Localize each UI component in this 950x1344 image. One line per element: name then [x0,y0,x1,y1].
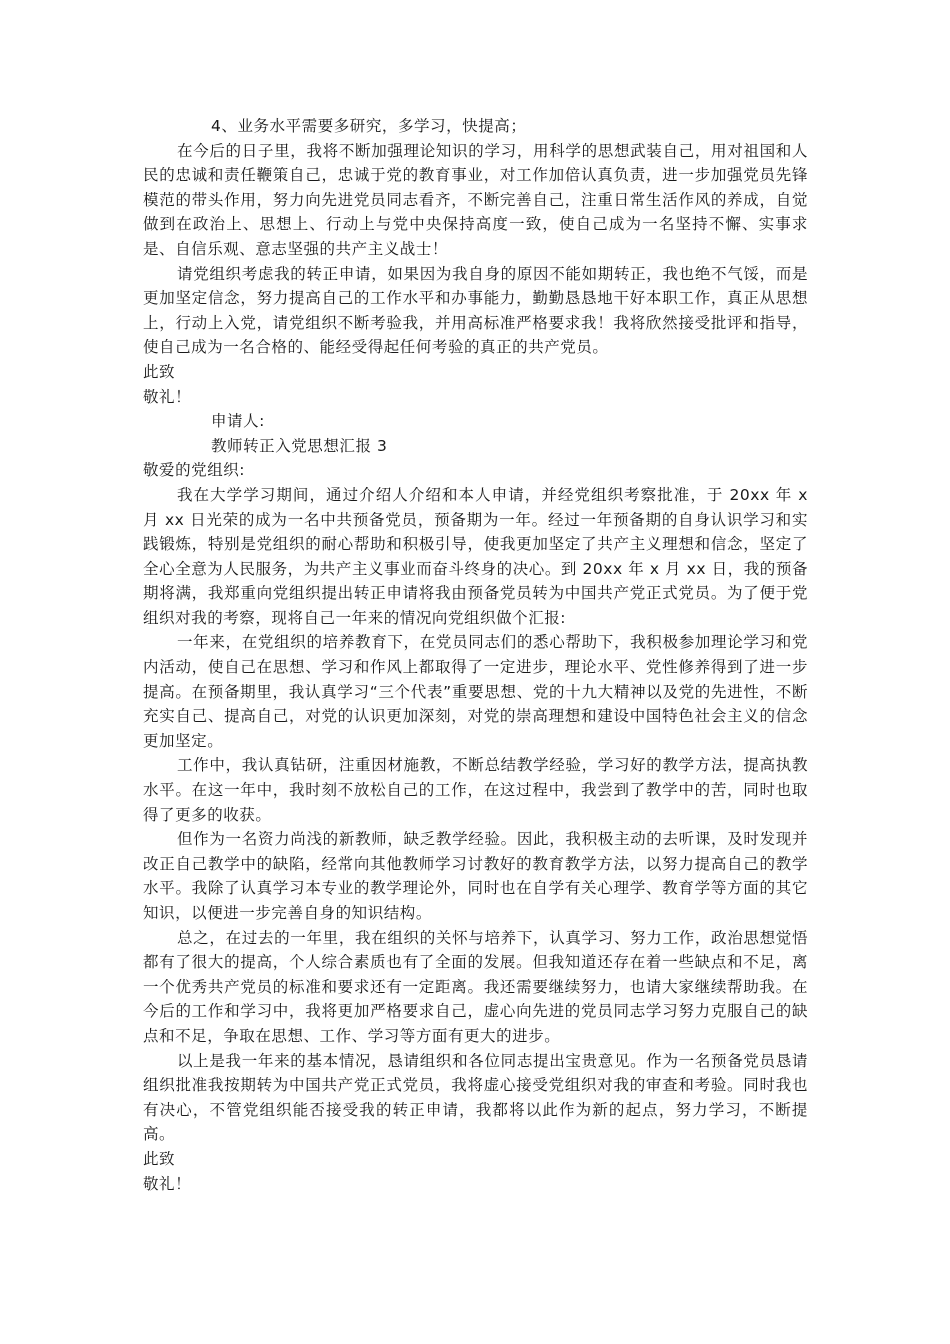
list-item-4: 4、业务水平需要多研究，多学习，快提高； [211,117,527,135]
paragraph-future-plans: 在今后的日子里，我将不断加强理论知识的学习，用科学的思想武装自己，用对祖国和人民的忠诚和责任鞭策自己，忠诚于党的教育事业，对工作加倍认真负责，进一步加强党员先锋模范的带头作用，努力向先进党员同志看齐，不断完善自己，注重日常生活作风的养成，自觉做到在政治上、思想上、行动上与党中央保持高度一致，使自己成为一名坚持不懈、实事求是、自信乐观、意志坚强的共产主义战士！ [143,141,808,258]
paragraph-request: 请党组织考虑我的转正申请，如果因为我自身的原因不能如期转正，我也绝不气馁，而是更加坚定信念，努力提高自己的工作水平和办事能力，勤勤恳恳地干好本职工作，真正从思想上，行动上入党，请党组织不断考验我，并用高标准严格要求我！我将欣然接受批评和指导，使自己成为一名合格的、能经受得起任何考验的真正的共产党员。 [143,264,808,357]
greeting: 敬爱的党组织: [143,461,246,480]
paragraph-summary: 总之，在过去的一年里，我在组织的关怀与培养下，认真学习、努力工作，政治思想觉悟都有了很大的提高，个人综合素质也有了全面的发展。但我知道还存在着一些缺点和不足，离一个优秀共产党员的标准和要求还有一定距离。我还需要继续努力，也请大家继续帮助我。在今后的工作和学习中，我将更加严格要求自己，虚心向先进的党员同志学习努力克服自己的缺点和不足，争取在思想、工作、学习等方面有更大的进步。 [143,928,808,1045]
applicant-label: 申请人: [211,412,265,431]
closing-jingli: 敬礼！ [143,387,192,406]
closing-cizhi-2: 此致 [143,1149,176,1168]
paragraph-conclusion: 以上是我一年来的基本情况，恳请组织和各位同志提出宝贵意见。作为一名预备党员恳请组织批准我按期转为中国共产党正式党员，我将虚心接受党组织对我的审查和考验。同时我也有决心，不管党组织能否接受我的转正申请，我都将以此作为新的起点，努力学习，不断提高。 [143,1051,808,1144]
closing-jingli-2: 敬礼！ [143,1174,192,1193]
section-title: 教师转正入党思想汇报 3 [211,436,388,455]
paragraph-year-review: 一年来，在党组织的培养教育下，在党员同志们的悉心帮助下，我积极参加理论学习和党内活动，使自己在思想、学习和作风上都取得了一定进步，理论水平、党性修养得到了进一步提高。在预备期里，我认真学习“三个代表”重要思想、党的十九大精神以及党的先进性，不断充实自己、提高自己，对党的认识更加深刻，对党的崇高理想和建设中国特色社会主义的信念更加坚定。 [143,633,808,750]
paragraph-work: 工作中，我认真钻研，注重因材施教，不断总结教学经验，学习好的教学方法，提高执教水平。在这一年中，我时刻不放松自己的工作，在这过程中，我尝到了教学中的苦，同时也取得了更多的收获。 [143,756,808,824]
paragraph-new-teacher: 但作为一名资力尚浅的新教师，缺乏教学经验。因此，我积极主动的去听课，及时发现并改正自己教学中的缺陷，经常向其他教师学习讨教好的教育教学方法，以努力提高自己的教学水平。我除了认真学习本专业的教学理论外，同时也在自学有关心理学、教育学等方面的其它知识，以便进一步完善自身的知识结构。 [143,830,808,922]
paragraph-intro: 我在大学学习期间，通过介绍人介绍和本人申请，并经党组织考察批准，于 20xx 年 x 月 xx 日光荣的成为一名中共预备党员，预备期为一年。经过一年预备期的自身认识学习和实践锻炼，特别是党组织的耐心帮助和积极引导，使我更加坚定了共产主义理想和信念，坚定了全心全意为人民服务，为共产主义事业而奋斗终身的决心。到 20xx 年 x 月 xx 日，我的预备期将满，我郑重向党组织提出转正申请将我由预备党员转为中国共产党正式党员。为了便于党组织对我的考察，现将自己一年来的情况向党组织做个汇报: [143,485,808,627]
closing-cizhi: 此致 [143,362,176,381]
